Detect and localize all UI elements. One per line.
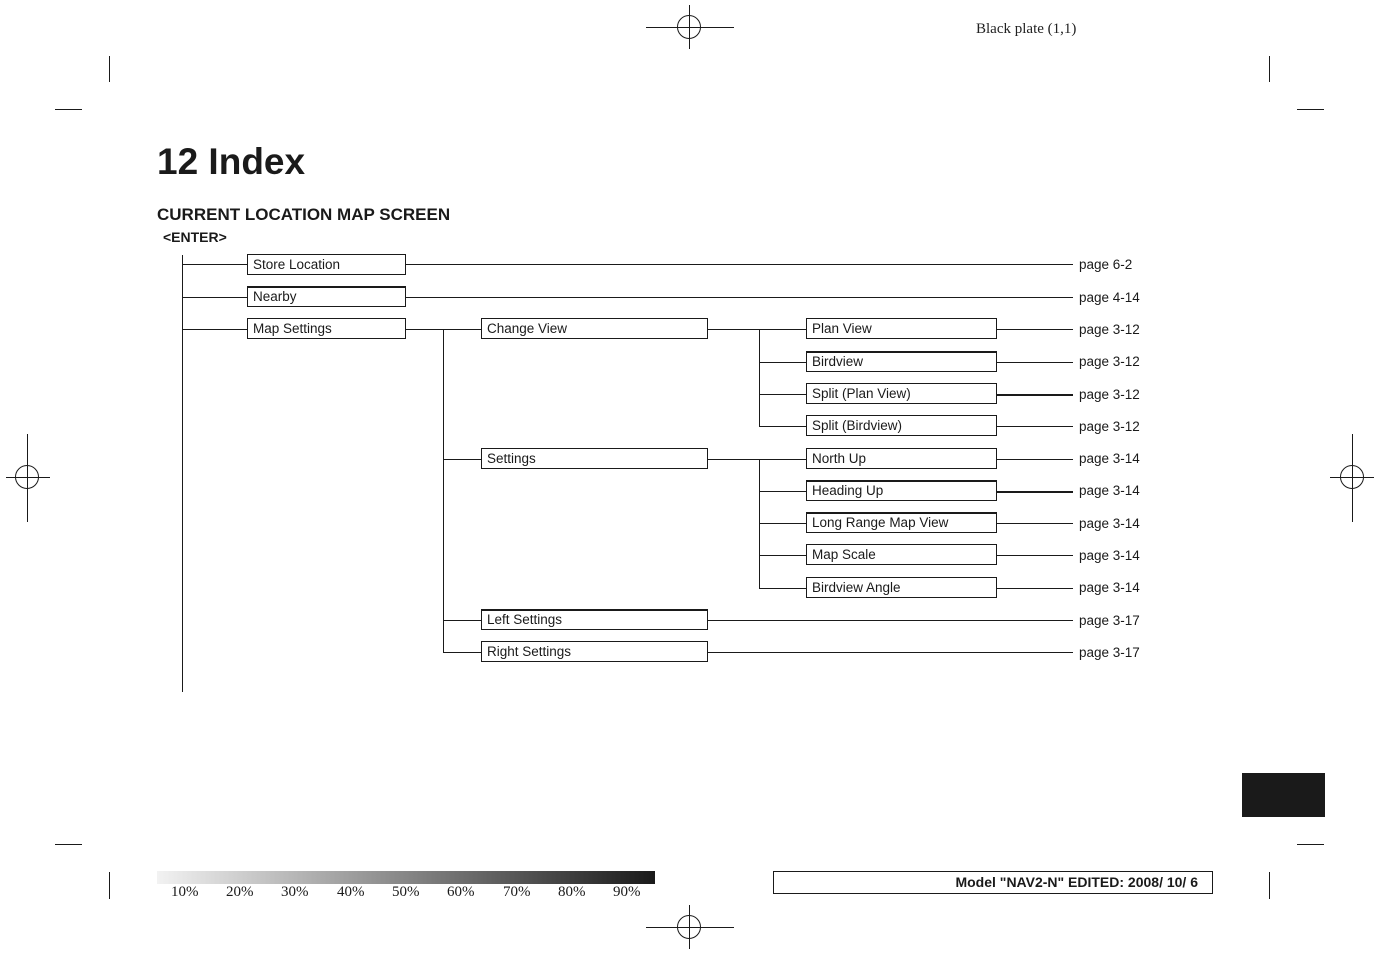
page-ref-right-settings: page 3-17 xyxy=(1079,645,1140,660)
gradient-label-30: 30% xyxy=(281,884,309,900)
page-ref-north-up: page 3-14 xyxy=(1079,451,1140,466)
section-title: CURRENT LOCATION MAP SCREEN xyxy=(157,205,451,224)
menu-north-up: North Up xyxy=(806,448,997,469)
menu-settings: Settings xyxy=(481,448,708,469)
page-ref-heading-up: page 3-14 xyxy=(1079,483,1140,498)
page-ref-store-location: page 6-2 xyxy=(1079,257,1133,272)
page-ref-split-birdview: page 3-12 xyxy=(1079,419,1140,434)
menu-left-settings: Left Settings xyxy=(481,609,708,630)
menu-change-view: Change View xyxy=(481,318,708,339)
menu-split-birdview: Split (Birdview) xyxy=(806,415,997,436)
menu-birdview-angle: Birdview Angle xyxy=(806,577,997,598)
black-plate-label: Black plate (1,1) xyxy=(976,21,1077,37)
gradient-label-40: 40% xyxy=(337,884,365,900)
menu-right-settings: Right Settings xyxy=(481,641,708,662)
page-ref-map-scale: page 3-14 xyxy=(1079,548,1140,563)
menu-map-settings: Map Settings xyxy=(247,318,406,339)
menu-store-location: Store Location xyxy=(247,254,406,275)
menu-split-plan-view: Split (Plan View) xyxy=(806,383,997,404)
menu-birdview: Birdview xyxy=(806,351,997,372)
page-ref-plan-view: page 3-12 xyxy=(1079,322,1140,337)
page-ref-birdview-angle: page 3-14 xyxy=(1079,580,1140,595)
gradient-label-60: 60% xyxy=(447,884,475,900)
menu-long-range-map-view: Long Range Map View xyxy=(806,512,997,533)
grayscale-gradient-bar xyxy=(157,871,655,884)
page-ref-left-settings: page 3-17 xyxy=(1079,613,1140,628)
gradient-label-50: 50% xyxy=(392,884,420,900)
model-edited-footer: Model "NAV2-N" EDITED: 2008/ 10/ 6 xyxy=(773,871,1213,894)
enter-root-label: <ENTER> xyxy=(163,229,227,245)
page-ref-nearby: page 4-14 xyxy=(1079,290,1140,305)
gradient-label-90: 90% xyxy=(613,884,641,900)
page-title: 12 Index xyxy=(157,141,306,182)
page-ref-split-plan-view: page 3-12 xyxy=(1079,387,1140,402)
page-ref-long-range-map-view: page 3-14 xyxy=(1079,516,1140,531)
chapter-tab xyxy=(1242,773,1325,817)
menu-nearby: Nearby xyxy=(247,286,406,307)
menu-plan-view: Plan View xyxy=(806,318,997,339)
menu-heading-up: Heading Up xyxy=(806,480,997,501)
page-ref-birdview: page 3-12 xyxy=(1079,354,1140,369)
gradient-label-10: 10% xyxy=(171,884,199,900)
gradient-label-70: 70% xyxy=(503,884,531,900)
gradient-label-80: 80% xyxy=(558,884,586,900)
menu-map-scale: Map Scale xyxy=(806,544,997,565)
gradient-label-20: 20% xyxy=(226,884,254,900)
